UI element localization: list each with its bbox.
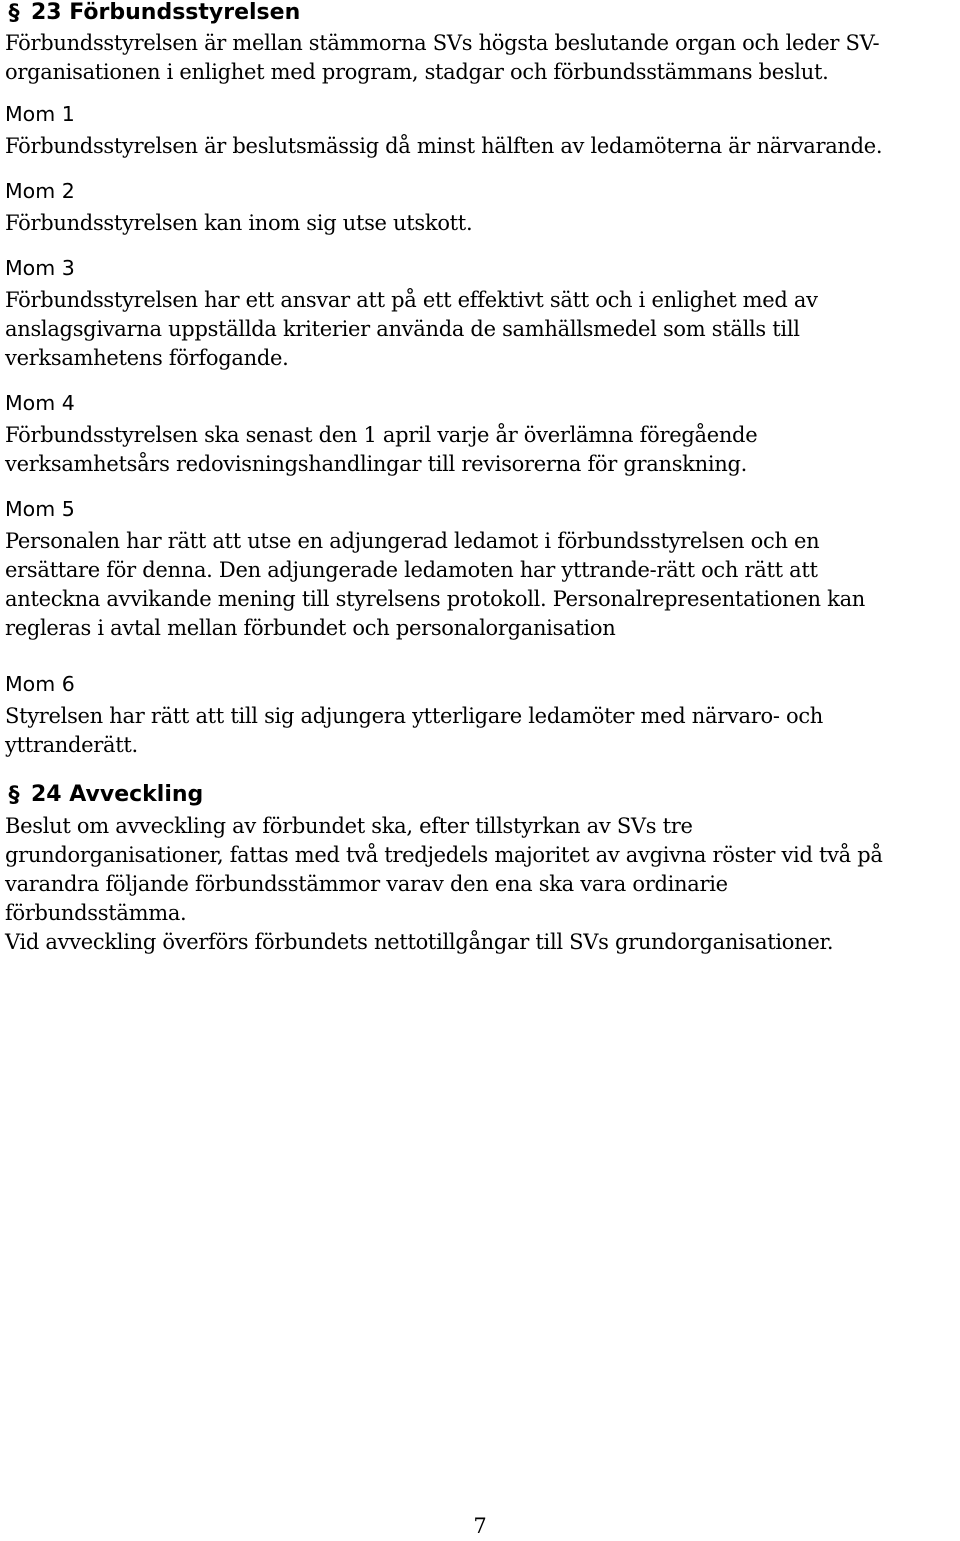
text-line: anteckna avvikande mening till styrelsens protokoll. Personalrepresentationen kan	[5, 587, 866, 611]
mom-text	[5, 702, 957, 760]
text-line: grundorganisationer, fattas med två tredjedels majoritet av avgivna röster vid två på	[5, 843, 883, 867]
section-23	[5, 0, 957, 760]
mom-text	[5, 132, 957, 161]
section-intro	[5, 812, 957, 957]
text-line: Styrelsen har rätt att till sig adjungera ytterligare ledamöter med närvaro- och	[5, 704, 824, 728]
section-heading-text: 24 Avveckling	[31, 782, 204, 807]
text-line: varandra följande förbundsstämmor varav den ena ska vara ordinarie	[5, 872, 728, 896]
text-line: Förbundsstyrelsen ska senast den 1 april varje år överlämna föregående	[5, 423, 758, 447]
text-line: Förbundsstyrelsen är mellan stämmorna SVs högsta beslutande organ och leder SV-	[5, 31, 880, 55]
mom-label: Mom 4	[5, 391, 75, 415]
mom-label: Mom 2	[5, 179, 75, 203]
text-line: Beslut om avveckling av förbundet ska, efter tillstyrkan av SVs tre	[5, 814, 693, 838]
text-line: förbundsstämma.	[5, 901, 187, 925]
mom-label: Mom 3	[5, 256, 75, 280]
mom-label: Mom 6	[5, 672, 75, 696]
page-number: 7	[473, 1514, 487, 1538]
text-line: Personalen har rätt att utse en adjungerad ledamot i förbundsstyrelsen och en	[5, 529, 820, 553]
section-heading	[5, 782, 957, 808]
section-24	[5, 782, 957, 957]
text-line: verksamhetens förfogande.	[5, 346, 289, 370]
section-intro	[5, 29, 957, 87]
mom-text	[5, 527, 957, 643]
section-sign: §	[8, 783, 20, 808]
mom-label: Mom 1	[5, 102, 75, 126]
mom-text	[5, 421, 957, 479]
mom-label: Mom 5	[5, 497, 75, 521]
section-heading-text: 23 Förbundsstyrelsen	[31, 0, 301, 25]
text-line: ersättare för denna. Den adjungerade ledamoten har yttrande-rätt och rätt att	[5, 558, 818, 582]
text-line: verksamhetsårs redovisningshandlingar till revisorerna för granskning.	[5, 452, 747, 476]
text-line: Vid avveckling överförs förbundets nettotillgångar till SVs grundorganisationer.	[5, 930, 834, 954]
text-line: Förbundsstyrelsen kan inom sig utse utskott.	[5, 211, 473, 235]
mom-text	[5, 209, 957, 238]
section-heading	[5, 0, 957, 26]
document-page	[5, 0, 957, 957]
text-line: anslagsgivarna uppställda kriterier använda de samhällsmedel som ställs till	[5, 317, 800, 341]
section-sign: §	[8, 1, 20, 26]
text-line: Förbundsstyrelsen är beslutsmässig då minst hälften av ledamöterna är närvarande.	[5, 134, 883, 158]
text-line: regleras i avtal mellan förbundet och personalorganisation	[5, 616, 616, 640]
text-line: yttranderätt.	[5, 733, 138, 757]
mom-text	[5, 286, 957, 373]
text-line: organisationen i enlighet med program, stadgar och förbundsstämmans beslut.	[5, 60, 829, 84]
text-line: Förbundsstyrelsen har ett ansvar att på ett effektivt sätt och i enlighet med av	[5, 288, 818, 312]
